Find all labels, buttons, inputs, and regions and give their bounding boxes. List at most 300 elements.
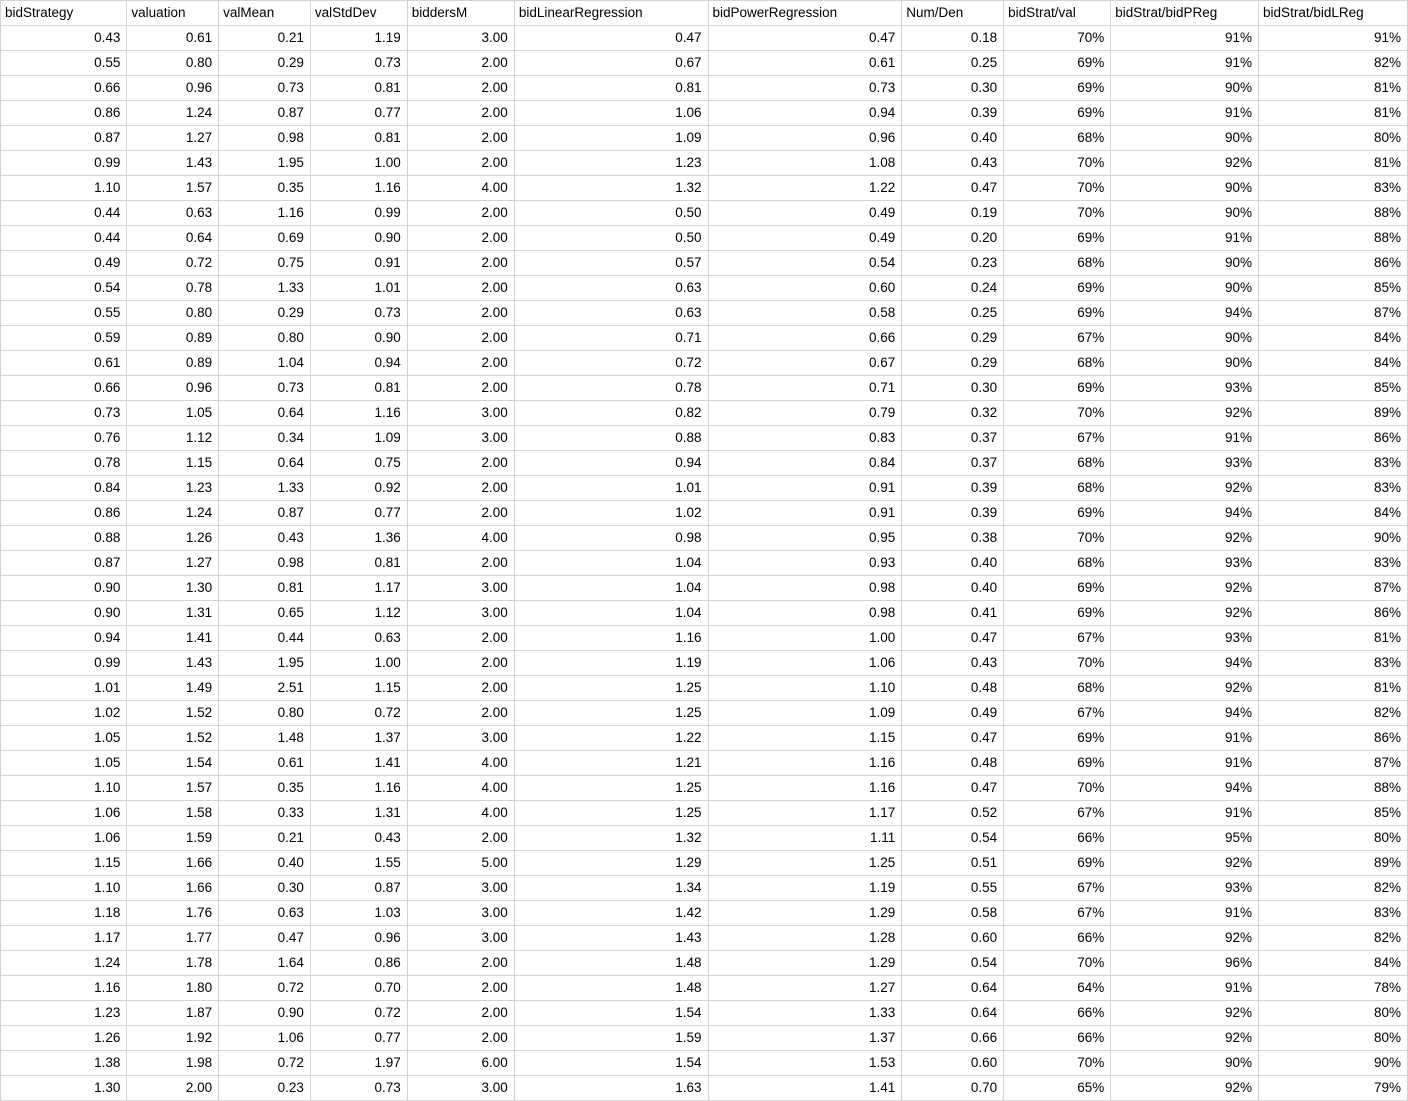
table-cell[interactable]: 0.88 (1, 526, 127, 551)
table-cell[interactable]: 0.40 (902, 551, 1004, 576)
table-cell[interactable]: 0.63 (127, 201, 219, 226)
table-cell[interactable]: 87% (1259, 576, 1408, 601)
table-cell[interactable]: 0.64 (902, 976, 1004, 1001)
table-cell[interactable]: 1.04 (514, 601, 708, 626)
table-cell[interactable]: 93% (1111, 376, 1259, 401)
table-cell[interactable]: 92% (1111, 1001, 1259, 1026)
table-cell[interactable]: 0.99 (310, 201, 407, 226)
table-cell[interactable]: 1.16 (708, 776, 902, 801)
table-cell[interactable]: 1.00 (310, 651, 407, 676)
table-cell[interactable]: 90% (1111, 251, 1259, 276)
table-cell[interactable]: 93% (1111, 451, 1259, 476)
table-cell[interactable]: 67% (1004, 701, 1111, 726)
table-cell[interactable]: 1.09 (514, 126, 708, 151)
table-cell[interactable]: 0.21 (219, 826, 311, 851)
table-cell[interactable]: 0.21 (219, 26, 311, 51)
table-cell[interactable]: 69% (1004, 376, 1111, 401)
table-cell[interactable]: 88% (1259, 201, 1408, 226)
table-cell[interactable]: 67% (1004, 326, 1111, 351)
table-cell[interactable]: 2.00 (407, 1001, 514, 1026)
table-cell[interactable]: 1.66 (127, 851, 219, 876)
table-cell[interactable]: 0.48 (902, 676, 1004, 701)
table-cell[interactable]: 1.97 (310, 1051, 407, 1076)
table-cell[interactable]: 92% (1111, 476, 1259, 501)
table-cell[interactable]: 1.38 (1, 1051, 127, 1076)
table-cell[interactable]: 66% (1004, 826, 1111, 851)
table-cell[interactable]: 1.16 (310, 776, 407, 801)
table-cell[interactable]: 93% (1111, 551, 1259, 576)
table-cell[interactable]: 1.24 (127, 501, 219, 526)
table-cell[interactable]: 0.96 (127, 76, 219, 101)
table-cell[interactable]: 1.48 (514, 976, 708, 1001)
table-cell[interactable]: 2.00 (407, 826, 514, 851)
table-cell[interactable]: 1.33 (219, 476, 311, 501)
table-cell[interactable]: 1.28 (708, 926, 902, 951)
table-cell[interactable]: 1.37 (708, 1026, 902, 1051)
table-cell[interactable]: 1.63 (514, 1076, 708, 1101)
table-cell[interactable]: 1.76 (127, 901, 219, 926)
table-cell[interactable]: 2.00 (407, 76, 514, 101)
table-cell[interactable]: 94% (1111, 651, 1259, 676)
table-cell[interactable]: 2.00 (407, 376, 514, 401)
table-cell[interactable]: 1.05 (127, 401, 219, 426)
table-cell[interactable]: 70% (1004, 151, 1111, 176)
table-cell[interactable]: 2.00 (407, 451, 514, 476)
table-cell[interactable]: 0.64 (219, 451, 311, 476)
table-cell[interactable]: 80% (1259, 126, 1408, 151)
table-cell[interactable]: 0.64 (219, 401, 311, 426)
table-cell[interactable]: 1.41 (708, 1076, 902, 1101)
table-cell[interactable]: 70% (1004, 951, 1111, 976)
table-cell[interactable]: 0.44 (1, 226, 127, 251)
table-cell[interactable]: 67% (1004, 901, 1111, 926)
table-cell[interactable]: 68% (1004, 351, 1111, 376)
table-cell[interactable]: 1.23 (127, 476, 219, 501)
table-cell[interactable]: 70% (1004, 776, 1111, 801)
table-cell[interactable]: 0.66 (1, 376, 127, 401)
table-cell[interactable]: 1.25 (514, 676, 708, 701)
table-cell[interactable]: 0.87 (310, 876, 407, 901)
table-cell[interactable]: 0.43 (902, 151, 1004, 176)
table-cell[interactable]: 0.90 (310, 226, 407, 251)
table-cell[interactable]: 1.11 (708, 826, 902, 851)
table-cell[interactable]: 81% (1259, 151, 1408, 176)
table-cell[interactable]: 0.99 (1, 151, 127, 176)
table-cell[interactable]: 2.00 (407, 626, 514, 651)
table-cell[interactable]: 1.10 (1, 876, 127, 901)
table-cell[interactable]: 0.52 (902, 801, 1004, 826)
table-cell[interactable]: 0.32 (902, 401, 1004, 426)
table-cell[interactable]: 0.89 (127, 326, 219, 351)
table-cell[interactable]: 1.42 (514, 901, 708, 926)
table-cell[interactable]: 0.72 (514, 351, 708, 376)
table-cell[interactable]: 1.29 (708, 901, 902, 926)
table-cell[interactable]: 91% (1111, 226, 1259, 251)
table-cell[interactable]: 0.29 (219, 51, 311, 76)
table-cell[interactable]: 0.60 (708, 276, 902, 301)
table-cell[interactable]: 1.21 (514, 751, 708, 776)
table-cell[interactable]: 1.06 (708, 651, 902, 676)
table-cell[interactable]: 0.98 (219, 126, 311, 151)
table-cell[interactable]: 0.43 (310, 826, 407, 851)
table-cell[interactable]: 0.78 (1, 451, 127, 476)
table-cell[interactable]: 0.81 (310, 551, 407, 576)
table-cell[interactable]: 1.53 (708, 1051, 902, 1076)
table-cell[interactable]: 1.18 (1, 901, 127, 926)
table-cell[interactable]: 0.43 (902, 651, 1004, 676)
table-cell[interactable]: 0.18 (902, 26, 1004, 51)
table-cell[interactable]: 0.72 (219, 976, 311, 1001)
table-cell[interactable]: 0.94 (708, 101, 902, 126)
table-cell[interactable]: 0.87 (219, 501, 311, 526)
table-cell[interactable]: 1.80 (127, 976, 219, 1001)
table-cell[interactable]: 0.57 (514, 251, 708, 276)
table-cell[interactable]: 68% (1004, 476, 1111, 501)
table-cell[interactable]: 1.02 (514, 501, 708, 526)
table-cell[interactable]: 3.00 (407, 601, 514, 626)
table-cell[interactable]: 69% (1004, 276, 1111, 301)
table-cell[interactable]: 82% (1259, 926, 1408, 951)
table-cell[interactable]: 0.90 (219, 1001, 311, 1026)
table-cell[interactable]: 66% (1004, 1001, 1111, 1026)
table-cell[interactable]: 0.66 (1, 76, 127, 101)
table-cell[interactable]: 92% (1111, 401, 1259, 426)
table-cell[interactable]: 92% (1111, 926, 1259, 951)
table-cell[interactable]: 3.00 (407, 901, 514, 926)
table-cell[interactable]: 1.24 (127, 101, 219, 126)
table-cell[interactable]: 1.36 (310, 526, 407, 551)
table-cell[interactable]: 1.43 (127, 151, 219, 176)
table-cell[interactable]: 84% (1259, 326, 1408, 351)
table-cell[interactable]: 1.22 (708, 176, 902, 201)
table-cell[interactable]: 0.99 (1, 651, 127, 676)
column-header-bidstrategy[interactable]: bidStrategy (1, 1, 127, 26)
table-cell[interactable]: 1.22 (514, 726, 708, 751)
table-cell[interactable]: 0.91 (708, 501, 902, 526)
table-cell[interactable]: 0.98 (219, 551, 311, 576)
table-cell[interactable]: 1.95 (219, 651, 311, 676)
table-cell[interactable]: 1.10 (1, 776, 127, 801)
table-cell[interactable]: 70% (1004, 26, 1111, 51)
table-cell[interactable]: 4.00 (407, 801, 514, 826)
table-cell[interactable]: 67% (1004, 801, 1111, 826)
table-cell[interactable]: 0.29 (219, 301, 311, 326)
table-cell[interactable]: 0.78 (514, 376, 708, 401)
table-cell[interactable]: 84% (1259, 351, 1408, 376)
table-cell[interactable]: 1.24 (1, 951, 127, 976)
table-cell[interactable]: 0.50 (514, 201, 708, 226)
table-cell[interactable]: 92% (1111, 576, 1259, 601)
table-cell[interactable]: 0.49 (708, 201, 902, 226)
table-cell[interactable]: 0.70 (310, 976, 407, 1001)
table-cell[interactable]: 2.00 (407, 476, 514, 501)
table-cell[interactable]: 4.00 (407, 526, 514, 551)
table-cell[interactable]: 1.41 (310, 751, 407, 776)
table-cell[interactable]: 82% (1259, 701, 1408, 726)
table-cell[interactable]: 1.33 (708, 1001, 902, 1026)
table-cell[interactable]: 81% (1259, 676, 1408, 701)
table-cell[interactable]: 0.73 (219, 76, 311, 101)
table-cell[interactable]: 1.12 (310, 601, 407, 626)
table-cell[interactable]: 1.01 (514, 476, 708, 501)
table-cell[interactable]: 2.00 (407, 101, 514, 126)
table-cell[interactable]: 64% (1004, 976, 1111, 1001)
table-cell[interactable]: 1.05 (1, 751, 127, 776)
table-cell[interactable]: 0.72 (219, 1051, 311, 1076)
table-cell[interactable]: 66% (1004, 1026, 1111, 1051)
table-cell[interactable]: 69% (1004, 101, 1111, 126)
table-cell[interactable]: 0.33 (219, 801, 311, 826)
table-cell[interactable]: 86% (1259, 601, 1408, 626)
table-cell[interactable]: 90% (1111, 76, 1259, 101)
table-cell[interactable]: 90% (1259, 1051, 1408, 1076)
table-cell[interactable]: 0.69 (219, 226, 311, 251)
table-cell[interactable]: 1.29 (708, 951, 902, 976)
table-cell[interactable]: 1.03 (310, 901, 407, 926)
table-cell[interactable]: 1.58 (127, 801, 219, 826)
table-cell[interactable]: 0.49 (902, 701, 1004, 726)
table-cell[interactable]: 1.16 (310, 401, 407, 426)
table-cell[interactable]: 2.00 (407, 976, 514, 1001)
table-cell[interactable]: 0.63 (514, 301, 708, 326)
table-cell[interactable]: 1.16 (1, 976, 127, 1001)
table-cell[interactable]: 3.00 (407, 426, 514, 451)
table-cell[interactable]: 1.05 (1, 726, 127, 751)
table-cell[interactable]: 68% (1004, 126, 1111, 151)
table-cell[interactable]: 0.67 (708, 351, 902, 376)
table-cell[interactable]: 0.43 (219, 526, 311, 551)
table-cell[interactable]: 2.00 (407, 126, 514, 151)
table-cell[interactable]: 2.00 (407, 1026, 514, 1051)
table-cell[interactable]: 68% (1004, 251, 1111, 276)
table-cell[interactable]: 1.01 (310, 276, 407, 301)
table-cell[interactable]: 92% (1111, 151, 1259, 176)
table-cell[interactable]: 0.80 (219, 326, 311, 351)
table-cell[interactable]: 2.00 (407, 351, 514, 376)
column-header-bidpowerregression[interactable]: bidPowerRegression (708, 1, 902, 26)
table-cell[interactable]: 0.47 (708, 26, 902, 51)
table-cell[interactable]: 0.78 (127, 276, 219, 301)
table-cell[interactable]: 0.84 (708, 451, 902, 476)
table-cell[interactable]: 0.60 (902, 1051, 1004, 1076)
table-cell[interactable]: 0.61 (1, 351, 127, 376)
table-cell[interactable]: 0.87 (1, 551, 127, 576)
table-cell[interactable]: 0.73 (708, 76, 902, 101)
table-cell[interactable]: 91% (1111, 726, 1259, 751)
table-cell[interactable]: 0.60 (902, 926, 1004, 951)
table-cell[interactable]: 0.84 (1, 476, 127, 501)
table-cell[interactable]: 0.64 (902, 1001, 1004, 1026)
table-cell[interactable]: 0.88 (514, 426, 708, 451)
table-cell[interactable]: 1.48 (219, 726, 311, 751)
table-cell[interactable]: 0.25 (902, 301, 1004, 326)
table-cell[interactable]: 0.86 (1, 101, 127, 126)
table-cell[interactable]: 0.47 (514, 26, 708, 51)
table-cell[interactable]: 1.16 (708, 751, 902, 776)
table-cell[interactable]: 0.38 (902, 526, 1004, 551)
table-cell[interactable]: 0.44 (219, 626, 311, 651)
table-cell[interactable]: 90% (1111, 276, 1259, 301)
table-cell[interactable]: 0.82 (514, 401, 708, 426)
table-cell[interactable]: 0.77 (310, 1026, 407, 1051)
table-cell[interactable]: 1.48 (514, 951, 708, 976)
table-cell[interactable]: 0.71 (514, 326, 708, 351)
table-cell[interactable]: 1.06 (219, 1026, 311, 1051)
table-cell[interactable]: 83% (1259, 901, 1408, 926)
table-cell[interactable]: 90% (1111, 326, 1259, 351)
table-cell[interactable]: 69% (1004, 301, 1111, 326)
table-cell[interactable]: 80% (1259, 1026, 1408, 1051)
table-cell[interactable]: 0.90 (310, 326, 407, 351)
table-cell[interactable]: 91% (1111, 101, 1259, 126)
table-cell[interactable]: 0.25 (902, 51, 1004, 76)
table-cell[interactable]: 2.00 (407, 701, 514, 726)
table-cell[interactable]: 0.73 (1, 401, 127, 426)
table-cell[interactable]: 82% (1259, 876, 1408, 901)
table-cell[interactable]: 1.30 (127, 576, 219, 601)
table-cell[interactable]: 0.61 (127, 26, 219, 51)
table-cell[interactable]: 1.32 (514, 826, 708, 851)
table-cell[interactable]: 1.31 (310, 801, 407, 826)
table-cell[interactable]: 0.73 (310, 301, 407, 326)
table-cell[interactable]: 68% (1004, 676, 1111, 701)
table-cell[interactable]: 0.72 (127, 251, 219, 276)
table-cell[interactable]: 84% (1259, 951, 1408, 976)
table-cell[interactable]: 0.19 (902, 201, 1004, 226)
table-cell[interactable]: 0.23 (219, 1076, 311, 1101)
table-cell[interactable]: 92% (1111, 676, 1259, 701)
table-cell[interactable]: 2.00 (407, 301, 514, 326)
table-cell[interactable]: 0.47 (902, 776, 1004, 801)
table-cell[interactable]: 1.32 (514, 176, 708, 201)
table-cell[interactable]: 0.58 (708, 301, 902, 326)
table-cell[interactable]: 1.19 (708, 876, 902, 901)
table-cell[interactable]: 84% (1259, 501, 1408, 526)
table-cell[interactable]: 0.93 (708, 551, 902, 576)
table-cell[interactable]: 0.51 (902, 851, 1004, 876)
table-cell[interactable]: 90% (1111, 351, 1259, 376)
table-cell[interactable]: 70% (1004, 201, 1111, 226)
table-cell[interactable]: 0.20 (902, 226, 1004, 251)
table-cell[interactable]: 0.91 (708, 476, 902, 501)
table-cell[interactable]: 91% (1111, 901, 1259, 926)
table-cell[interactable]: 0.66 (902, 1026, 1004, 1051)
table-cell[interactable]: 0.90 (1, 576, 127, 601)
table-cell[interactable]: 0.86 (310, 951, 407, 976)
table-cell[interactable]: 0.49 (708, 226, 902, 251)
table-cell[interactable]: 0.66 (708, 326, 902, 351)
table-cell[interactable]: 83% (1259, 651, 1408, 676)
table-cell[interactable]: 91% (1111, 801, 1259, 826)
table-cell[interactable]: 1.27 (127, 126, 219, 151)
table-cell[interactable]: 1.59 (127, 826, 219, 851)
table-cell[interactable]: 67% (1004, 426, 1111, 451)
table-cell[interactable]: 3.00 (407, 26, 514, 51)
table-cell[interactable]: 0.98 (514, 526, 708, 551)
table-cell[interactable]: 0.39 (902, 476, 1004, 501)
table-cell[interactable]: 83% (1259, 551, 1408, 576)
table-cell[interactable]: 1.06 (514, 101, 708, 126)
table-cell[interactable]: 5.00 (407, 851, 514, 876)
table-cell[interactable]: 0.55 (1, 301, 127, 326)
column-header-bidstrat-bidpreg[interactable]: bidStrat/bidPReg (1111, 1, 1259, 26)
table-cell[interactable]: 1.78 (127, 951, 219, 976)
table-cell[interactable]: 1.23 (1, 1001, 127, 1026)
table-cell[interactable]: 92% (1111, 1026, 1259, 1051)
table-cell[interactable]: 0.61 (708, 51, 902, 76)
table-cell[interactable]: 0.77 (310, 501, 407, 526)
table-cell[interactable]: 4.00 (407, 776, 514, 801)
table-cell[interactable]: 1.55 (310, 851, 407, 876)
table-cell[interactable]: 0.79 (708, 401, 902, 426)
table-cell[interactable]: 3.00 (407, 876, 514, 901)
table-cell[interactable]: 0.87 (219, 101, 311, 126)
table-cell[interactable]: 2.00 (407, 676, 514, 701)
table-cell[interactable]: 0.49 (1, 251, 127, 276)
table-cell[interactable]: 0.80 (127, 51, 219, 76)
table-cell[interactable]: 69% (1004, 226, 1111, 251)
table-cell[interactable]: 1.09 (310, 426, 407, 451)
table-cell[interactable]: 2.00 (407, 326, 514, 351)
table-cell[interactable]: 0.63 (310, 626, 407, 651)
table-cell[interactable]: 1.43 (127, 651, 219, 676)
table-cell[interactable]: 1.54 (127, 751, 219, 776)
table-cell[interactable]: 2.00 (407, 551, 514, 576)
column-header-numden[interactable]: Num/Den (902, 1, 1004, 26)
table-cell[interactable]: 91% (1259, 26, 1408, 51)
table-cell[interactable]: 89% (1259, 851, 1408, 876)
table-cell[interactable]: 85% (1259, 276, 1408, 301)
table-cell[interactable]: 3.00 (407, 1076, 514, 1101)
table-cell[interactable]: 81% (1259, 76, 1408, 101)
table-cell[interactable]: 0.94 (1, 626, 127, 651)
table-cell[interactable]: 0.54 (708, 251, 902, 276)
table-cell[interactable]: 0.37 (902, 426, 1004, 451)
table-cell[interactable]: 0.94 (310, 351, 407, 376)
table-cell[interactable]: 1.33 (219, 276, 311, 301)
table-cell[interactable]: 94% (1111, 301, 1259, 326)
table-cell[interactable]: 68% (1004, 451, 1111, 476)
table-cell[interactable]: 95% (1111, 826, 1259, 851)
table-cell[interactable]: 1.54 (514, 1001, 708, 1026)
table-cell[interactable]: 1.16 (219, 201, 311, 226)
column-header-biddersm[interactable]: biddersM (407, 1, 514, 26)
table-cell[interactable]: 0.81 (514, 76, 708, 101)
table-cell[interactable]: 0.83 (708, 426, 902, 451)
table-cell[interactable]: 86% (1259, 426, 1408, 451)
table-cell[interactable]: 67% (1004, 626, 1111, 651)
table-cell[interactable]: 0.98 (708, 576, 902, 601)
table-cell[interactable]: 1.09 (708, 701, 902, 726)
table-cell[interactable]: 4.00 (407, 751, 514, 776)
table-cell[interactable]: 0.34 (219, 426, 311, 451)
table-cell[interactable]: 0.65 (219, 601, 311, 626)
column-header-valmean[interactable]: valMean (219, 1, 311, 26)
table-cell[interactable]: 0.40 (902, 126, 1004, 151)
table-cell[interactable]: 69% (1004, 726, 1111, 751)
table-cell[interactable]: 91% (1111, 976, 1259, 1001)
table-cell[interactable]: 1.19 (514, 651, 708, 676)
table-cell[interactable]: 3.00 (407, 401, 514, 426)
table-cell[interactable]: 0.71 (708, 376, 902, 401)
table-cell[interactable]: 70% (1004, 651, 1111, 676)
table-cell[interactable]: 82% (1259, 51, 1408, 76)
table-cell[interactable]: 0.58 (902, 901, 1004, 926)
table-cell[interactable]: 94% (1111, 776, 1259, 801)
table-cell[interactable]: 86% (1259, 726, 1408, 751)
table-cell[interactable]: 92% (1111, 851, 1259, 876)
table-cell[interactable]: 1.27 (708, 976, 902, 1001)
